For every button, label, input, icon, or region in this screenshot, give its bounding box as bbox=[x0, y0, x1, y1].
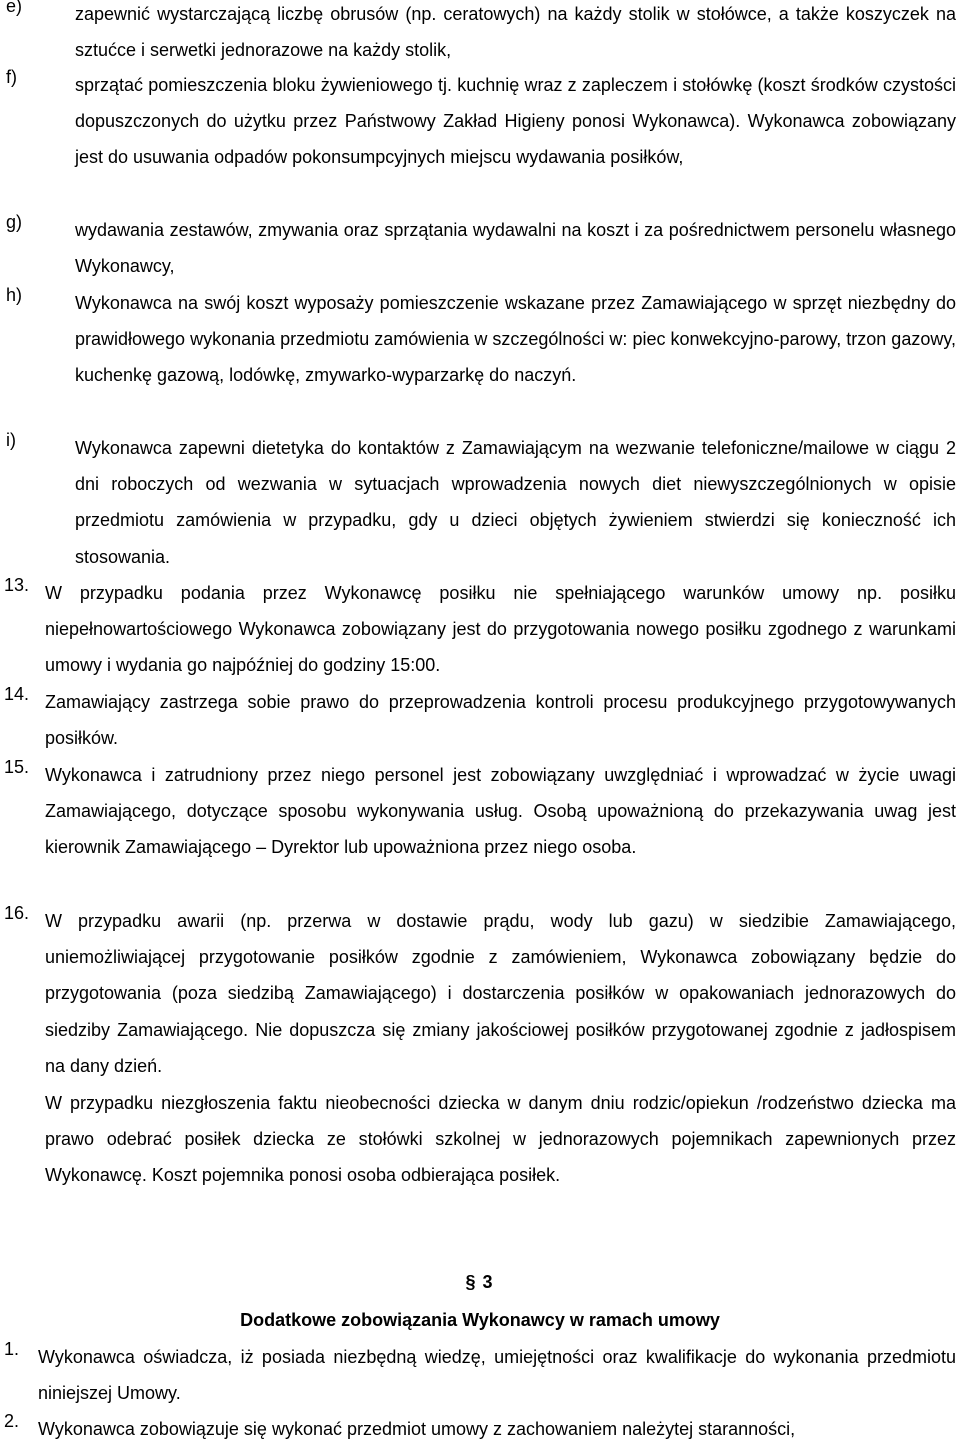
list-item-label: g) bbox=[6, 212, 23, 232]
section-item-text: Wykonawca oświadcza, iż posiada niezbędną wiedzę, umiejętności oraz kwalifikacje do wykonania przedmiotu niniejszej Umowy. bbox=[38, 1347, 956, 1404]
numbered-item-13 bbox=[0, 575, 956, 684]
list-item-text: wydawania zestawów, zmywania oraz sprzątania wydawalni na koszt i za pośrednictwem personelu własnego Wykonawcy, bbox=[75, 220, 956, 277]
list-item-text: zapewnić wystarczającą liczbę obrusów (np. ceratowych) na każdy stolik w stołówce, a także koszyczek na sztućce i serwetki jednorazowe na każdy stolik, bbox=[75, 4, 956, 61]
numbered-item-label: 16. bbox=[4, 903, 30, 923]
list-item-text: Wykonawca na swój koszt wyposaży pomieszczenie wskazane przez Zamawiającego w sprzęt niezbędny do prawidłowego wykonania przedmiotu zamówienia w szczególności w: piec konwekcyjno-parowy, trzon gazowy, kuchenkę gazową, lodówkę, zmywarko-wyparzarkę do naczyń. bbox=[75, 293, 956, 386]
section-item-1 bbox=[0, 1339, 956, 1411]
list-item-g bbox=[0, 212, 956, 284]
numbered-item-text: W przypadku podania przez Wykonawcę posiłku nie spełniającego warunków umowy np. posiłku niepełnowartościowego Wykonawca zobowiązany jest do przygotowania nowego posiłku zgodnego z warunkami umowy i wydania go najpóźniej do godziny 15:00. bbox=[45, 583, 956, 676]
numbered-item-label: 14. bbox=[4, 684, 30, 704]
list-item-h bbox=[0, 285, 956, 394]
list-item-label: f) bbox=[6, 67, 17, 87]
section-number bbox=[0, 1272, 960, 1293]
list-item-text: sprzątać pomieszczenia bloku żywieniowego tj. kuchnię wraz z zapleczem i stołówkę (koszt środków czystości dopuszczonych do użytku przez Państwowy Zakład Higieny ponosi Wykonawca). Wykonawca zobowiązany jest do usuwania odpadów pokonsumpcyjnych miejscu wydawania posiłków, bbox=[75, 75, 956, 168]
section-item-text: Wykonawca zobowiązuje się wykonać przedmiot umowy z zachowaniem należytej staranności, bbox=[38, 1419, 796, 1439]
numbered-item-label: 15. bbox=[4, 757, 30, 777]
section-item-label: 1. bbox=[4, 1339, 20, 1359]
section-title: Dodatkowe zobowiązania Wykonawcy w ramach umowy bbox=[240, 1310, 720, 1330]
numbered-item-label: 13. bbox=[4, 575, 30, 595]
list-item-label: i) bbox=[6, 430, 16, 450]
numbered-item-16-paragraph: W przypadku niezgłoszenia faktu nieobecności dziecka w danym dniu rodzic/opiekun /rodzeństwo dziecka ma prawo odebrać posiłek dziecka ze stołówki szkolnej w jednorazowych pojemnikach zapewnionych przez Wykonawcę. Koszt pojemnika ponosi osoba odbierająca posiłek. bbox=[45, 1093, 956, 1186]
numbered-item-16 bbox=[0, 903, 956, 1084]
section-item-label: 2. bbox=[4, 1411, 20, 1431]
list-item-label: h) bbox=[6, 285, 23, 305]
section-number-value: 3 bbox=[482, 1272, 493, 1292]
numbered-item-text: W przypadku awarii (np. przerwa w dostawie prądu, wody lub gazu) w siedzibie Zamawiającego, uniemożliwiającej przygotowanie posiłków zgodnie z zamówieniem, Wykonawca zobowiązany będzie do przygotowania (poza siedzibą Zamawiającego) i dostarczenia posiłków w opakowaniach jednorazowych do siedziby Zamawiającego. Nie dopuszcza się zmiany jakościowej posiłków przygotowanej zgodnie z jadłospisem na dany dzień. bbox=[45, 911, 956, 1076]
numbered-item-14 bbox=[0, 684, 956, 756]
numbered-item-text: Wykonawca i zatrudniony przez niego personel jest zobowiązany uwzględniać i wprowadzać w życie uwagi Zamawiającego, dotyczące sposobu wykonywania usług. Osobą upoważnioną do przekazywania uwag jest kierownik Zamawiającego – Dyrektor lub upoważniona przez niego osoba. bbox=[45, 765, 956, 858]
numbered-item-15 bbox=[0, 757, 956, 866]
section-item-2 bbox=[0, 1411, 956, 1447]
list-item-f bbox=[0, 67, 956, 176]
section-symbol: § bbox=[465, 1272, 476, 1292]
numbered-item-text: Zamawiający zastrzega sobie prawo do przeprowadzenia kontroli procesu produkcyjnego przygotowywanych posiłków. bbox=[45, 692, 956, 749]
list-item-text: Wykonawca zapewni dietetyka do kontaktów z Zamawiającym na wezwanie telefoniczne/mailowe w ciągu 2 dni roboczych od wezwania w sytuacjach wprowadzenia nowych diet niewyszczególnionych w opisie przedmiotu zamówienia w przypadku, gdy u dzieci objętych żywieniem stwierdzi się konieczność ich stosowania. bbox=[75, 438, 956, 567]
list-item-e bbox=[0, 0, 956, 68]
list-item-label: e) bbox=[6, 0, 23, 16]
list-item-i bbox=[0, 430, 956, 575]
